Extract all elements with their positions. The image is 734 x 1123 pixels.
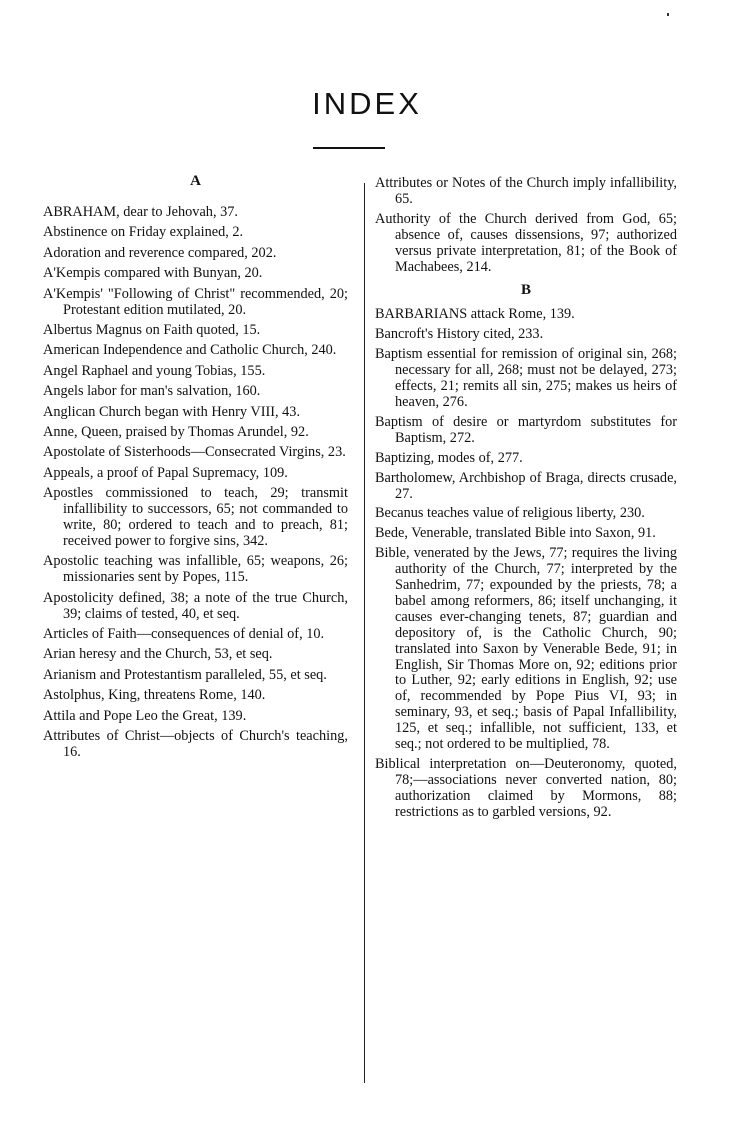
section-letter-b: B [520,282,531,299]
index-entry: Baptism essential for remission of original sin, 268; necessary for all, 268; must not be delayed, 273; effects, 21; remits all sin, 275; makes us heirs of heaven, 276. [375,346,677,410]
index-entry: A'Kempis compared with Bunyan, 20. [43,265,263,282]
index-entry: Becanus teaches value of religious liberty, 230. [375,505,645,522]
index-entry: Bancroft's History cited, 233. [375,326,544,343]
index-entry: Baptizing, modes of, 277. [375,449,523,466]
index-entry: Astolphus, King, threatens Rome, 140. [43,687,266,704]
index-entry: Biblical interpretation on—Deuteronomy, quoted, 78;—associations never converted nation, 80; authorization claimed by Mormons, 88; restrictions as to garbled versions, 92. [375,756,677,820]
title-rule [313,147,385,149]
index-entry: Abstinence on Friday explained, 2. [43,224,244,241]
index-entry: Albertus Magnus on Faith quoted, 15. [43,321,261,338]
left-column [43,172,348,765]
column-divider [364,183,365,1083]
index-entry: Articles of Faith—consequences of denial of, 10. [43,625,325,642]
index-entry: Attila and Pope Leo the Great, 139. [43,707,247,724]
index-entry: Apostolicity defined, 38; a note of the true Church, 39; claims of tested, 40, et seq. [43,589,348,622]
index-entry: Attributes of Christ—objects of Church's teaching, 16. [43,727,348,760]
page-speck [667,13,669,16]
left-entry-list [43,205,348,761]
index-entry: Arian heresy and the Church, 53, et seq. [43,646,273,663]
section-letter-a: A [190,173,201,189]
index-entry: Bartholomew, Archbishop of Braga, directs crusade, 27. [375,469,677,502]
index-entry: Baptism of desire or martyrdom substitutes for Baptism, 272. [375,413,677,446]
index-entry: Angel Raphael and young Tobias, 155. [43,362,266,379]
index-entry: Apostolic teaching was infallible, 65; weapons, 26; missionaries sent by Popes, 115. [43,553,348,586]
index-entry: Arianism and Protestantism paralleled, 55, et seq. [43,666,327,683]
index-entry: Apostolate of Sisterhoods—Consecrated Virgins, 23. [43,444,346,461]
index-entry: Authority of the Church derived from God, 65; absence of, causes dissensions, 97; authorized versus private interpretation, 81; of the Book of Machabees, 214. [375,210,677,275]
index-entry: Bible, venerated by the Jews, 77; requires the living authority of the Church, 77; interpreted by the Sanhedrim, 77; expounded by the priests, 78; a babel among reformers, 86; itself unchanging, it causes ever-changing tenets, 87; guardian and depository of, is the Catholic Church, 90; translated into Saxon by Venerable Bede, 91; in English, Sir Thomas More on, 92; editions prior to Luther, 92; early editions in English, 92; use of, recommended by Pope Pius VI, 93; in seminary, 93, et seq.; basis of Papal Infallibility, 125, et seq.; infallible, not sufficient, 133, et seq.; not ordered to be multiplied, 78. [375,545,677,753]
page-title: INDEX [312,86,422,121]
index-entry: American Independence and Catholic Church, 240. [43,342,337,359]
right-column [375,176,677,825]
index-entry: Appeals, a proof of Papal Supremacy, 109. [43,464,288,481]
index-entry: Anne, Queen, praised by Thomas Arundel, 92. [43,423,309,440]
index-entry: ABRAHAM, dear to Jehovah, 37. [43,204,238,220]
index-entry: Angels labor for man's salvation, 160. [43,383,261,400]
index-entry: Attributes or Notes of the Church imply infallibility, 65. [375,175,677,207]
right-entry-list-top [375,176,677,275]
index-entry: Adoration and reverence compared, 202. [43,244,277,261]
index-entry: Anglican Church began with Henry VIII, 43. [43,403,301,420]
index-entry: Bede, Venerable, translated Bible into Saxon, 91. [375,525,656,542]
right-entry-list [375,307,677,820]
index-entry: Apostles commissioned to teach, 29; transmit infallibility to successors, 65; not commanded to write, 80; ordered to teach and to preach, 81; received power to forgive sins, 342. [43,485,348,549]
index-entry: BARBARIANS attack Rome, 139. [375,306,575,323]
index-entry: A'Kempis' "Following of Christ" recommended, 20; Protestant edition mutilated, 20. [43,285,348,318]
